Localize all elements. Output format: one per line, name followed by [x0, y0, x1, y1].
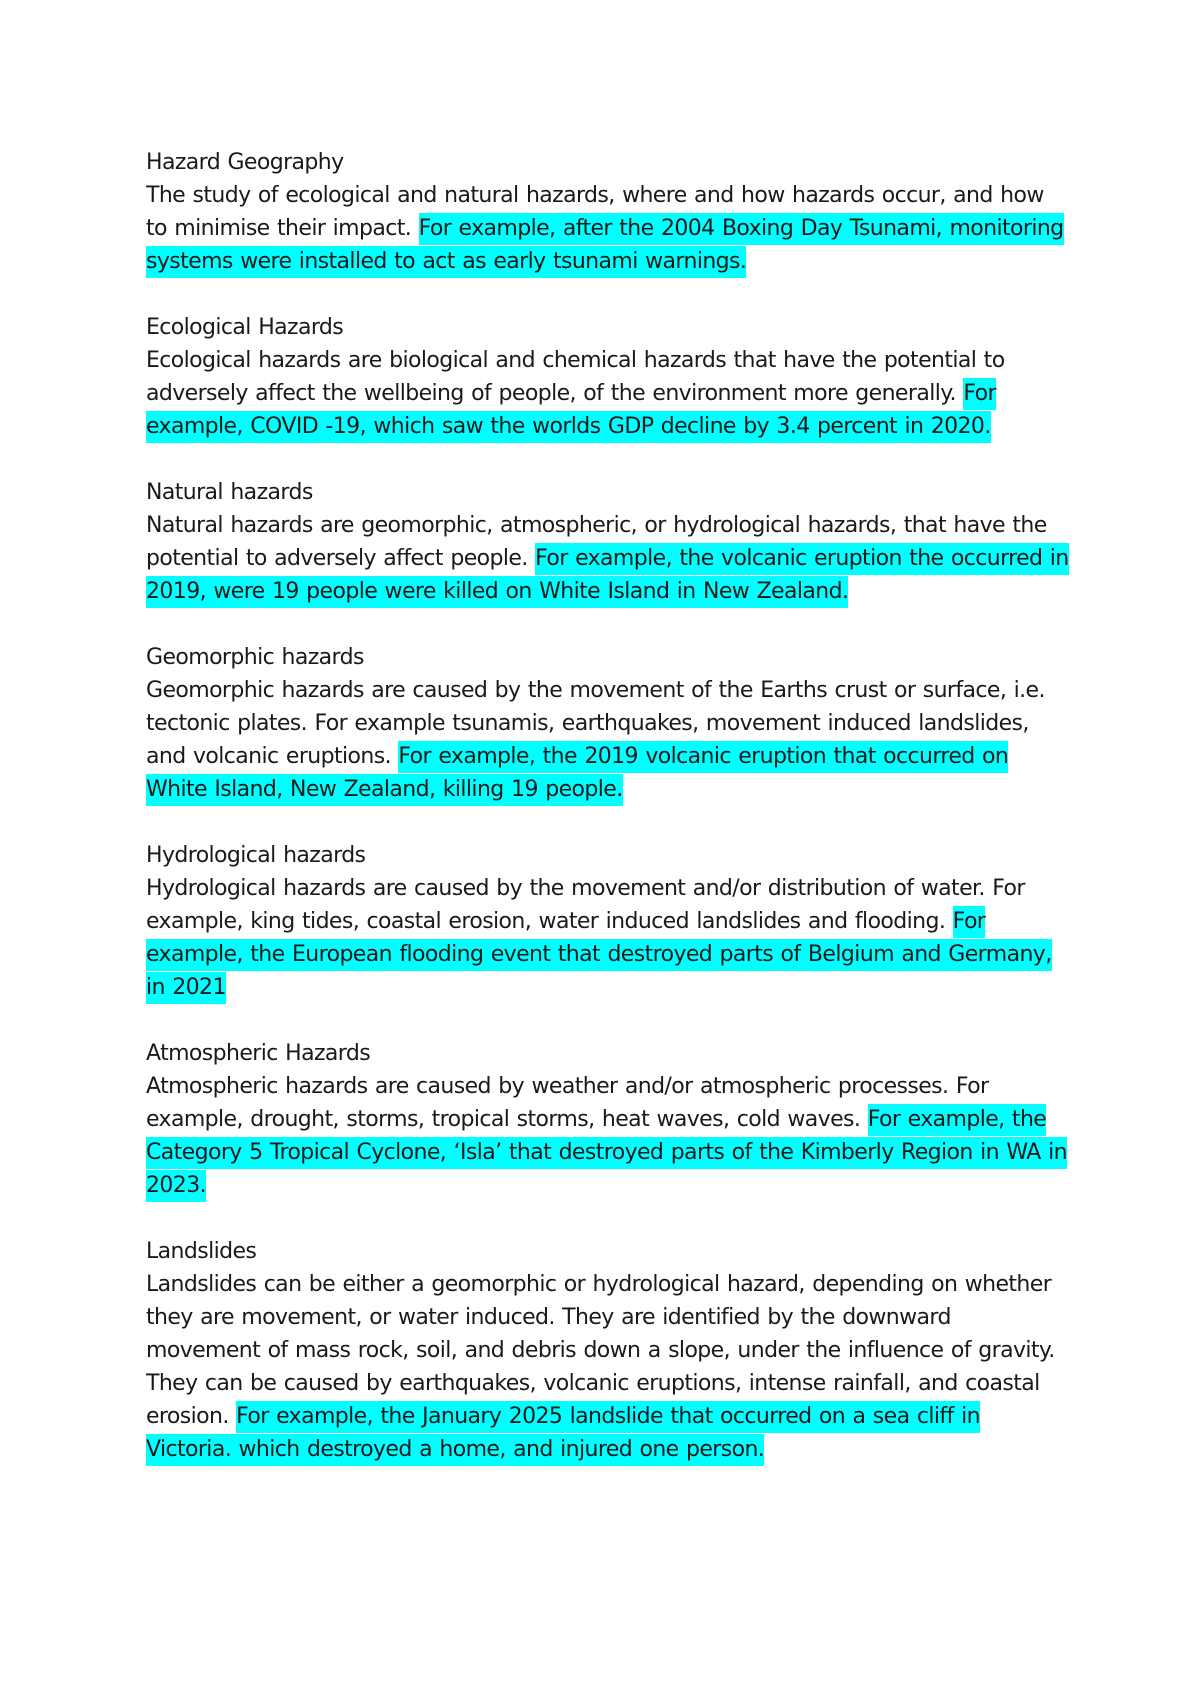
section-body	[146, 509, 1070, 608]
section-body	[146, 179, 1070, 278]
section-geomorphic-hazards	[146, 641, 1070, 806]
document-page	[146, 146, 1070, 1499]
section-text: Ecological hazards are biological and chemical hazards that have the potential to adversely affect the wellbeing of people, of the environment more generally.	[146, 348, 1005, 406]
section-landslides	[146, 1235, 1070, 1466]
highlighted-example: For example, COVID -19, which saw the worlds GDP decline by 3.4 percent in 2020.	[146, 378, 996, 443]
section-text: The study of ecological and natural hazards, where and how hazards occur, and how to minimise their impact.	[146, 183, 1044, 241]
section-text: Atmospheric hazards are caused by weather and/or atmospheric processes. For example, drought, storms, tropical storms, heat waves, cold waves.	[146, 1074, 989, 1132]
highlighted-example: For example, the Category 5 Tropical Cyclone, ‘Isla’ that destroyed parts of the Kimberly Region in WA in 2023.	[146, 1104, 1067, 1202]
section-text: Natural hazards are geomorphic, atmospheric, or hydrological hazards, that have the potential to adversely affect people.	[146, 513, 1047, 571]
section-body	[146, 344, 1070, 443]
section-body	[146, 872, 1070, 1004]
highlighted-example: For example, the 2019 volcanic eruption that occurred on White Island, New Zealand, killing 19 people.	[146, 741, 1008, 806]
section-heading: Ecological Hazards	[146, 315, 344, 340]
section-text: Hydrological hazards are caused by the movement and/or distribution of water. For example, king tides, coastal erosion, water induced landslides and flooding.	[146, 876, 1025, 934]
section-heading: Atmospheric Hazards	[146, 1041, 371, 1066]
highlighted-example: For example, the volcanic eruption the occurred in 2019, were 19 people were killed on White Island in New Zealand.	[146, 543, 1069, 608]
section-atmospheric-hazards	[146, 1037, 1070, 1202]
section-heading: Landslides	[146, 1239, 257, 1264]
section-natural-hazards	[146, 476, 1070, 608]
highlighted-example: For example, the January 2025 landslide that occurred on a sea cliff in Victoria. which destroyed a home, and injured one person.	[146, 1401, 980, 1466]
section-text: Geomorphic hazards are caused by the movement of the Earths crust or surface, i.e. tectonic plates. For example tsunamis, earthquakes, movement induced landslides, and volcanic eruptions.	[146, 678, 1045, 769]
highlighted-example: For example, after the 2004 Boxing Day Tsunami, monitoring systems were installed to act as early tsunami warnings.	[146, 213, 1064, 278]
section-text: Landslides can be either a geomorphic or hydrological hazard, depending on whether they are movement, or water induced. They are identified by the downward movement of mass rock, soil, and debris down a slope, under the influence of gravity. They can be caused by earthquakes, volcanic eruptions, intense rainfall, and coastal erosion.	[146, 1272, 1055, 1429]
highlighted-example: For example, the European flooding event that destroyed parts of Belgium and Germany, in 2021	[146, 906, 1052, 1004]
section-body	[146, 1268, 1070, 1466]
section-heading: Natural hazards	[146, 480, 313, 505]
section-ecological-hazards	[146, 311, 1070, 443]
section-body	[146, 1070, 1070, 1202]
section-heading: Hazard Geography	[146, 150, 344, 175]
section-body	[146, 674, 1070, 806]
section-hydrological-hazards	[146, 839, 1070, 1004]
section-heading: Hydrological hazards	[146, 843, 366, 868]
section-heading: Geomorphic hazards	[146, 645, 364, 670]
section-hazard-geography	[146, 146, 1070, 278]
